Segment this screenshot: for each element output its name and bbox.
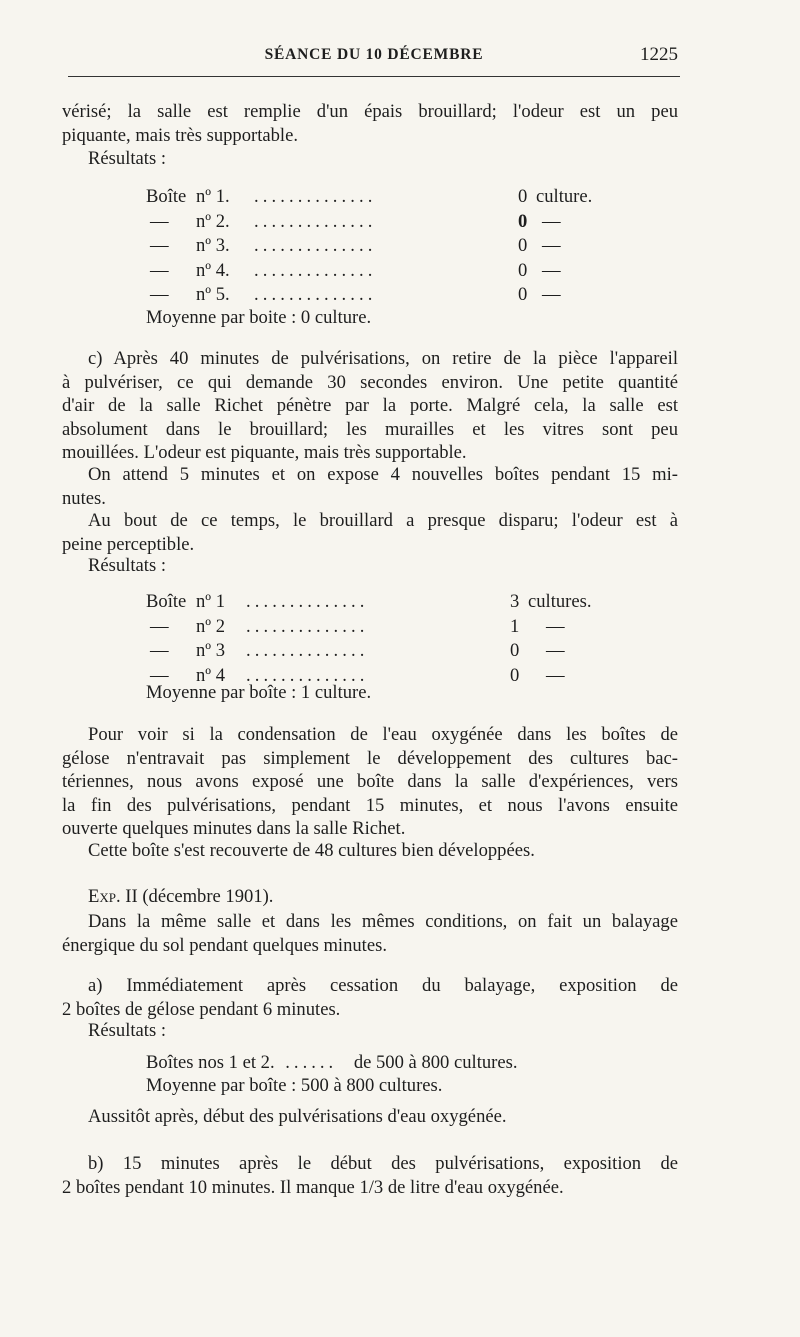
row-key: — (150, 640, 169, 661)
paragraph-b (62, 1152, 678, 1199)
row-value: 0 (518, 284, 528, 305)
leader-dots: ...... (285, 1052, 338, 1073)
leader-dots: .............. (254, 235, 377, 256)
row-unit: — (546, 664, 565, 686)
paragraph-a (62, 974, 678, 1021)
paragraph-line: nutes. (62, 487, 106, 509)
paragraph-line: Dans la même salle et dans les mêmes conditions, on fait un balayage (88, 911, 678, 932)
leader-dots: .............. (254, 210, 377, 232)
leader-dots: .............. (254, 186, 377, 207)
paragraph-h: Aussitôt après, début des pulvérisations d'eau oxygénée. (88, 1106, 507, 1127)
row-value: 0 (518, 210, 528, 232)
row-key: — (150, 210, 169, 232)
paragraph-e (62, 509, 678, 556)
results-label: Résultats : (88, 1020, 166, 1041)
paragraph-g: Cette boîte s'est recouverte de 48 cultures bien développées. (88, 840, 535, 861)
paragraph-line: d'air de la salle Richet pénètre par la porte. Malgré cela, la salle est (62, 395, 678, 416)
row-value: 0 (510, 664, 520, 686)
row-key: — (150, 259, 169, 281)
row-key: — (150, 235, 169, 256)
row-key: — (150, 664, 169, 686)
paragraph-line: ouverte quelques minutes dans la salle Richet. (62, 818, 406, 839)
row-unit: culture. (536, 186, 593, 207)
paragraph-line: 2 boîtes pendant 10 minutes. Il manque 1/3 de litre d'eau oxygénée. (62, 1176, 564, 1198)
paragraph-line: piquante, mais très supportable. (62, 124, 298, 146)
page-header (68, 44, 680, 74)
row-unit: cultures. (528, 591, 592, 612)
row-value: 0 (510, 640, 520, 661)
row-unit: — (542, 284, 561, 305)
row-number: nº 4. (196, 259, 230, 281)
row-number: nº 4 (196, 664, 226, 686)
running-title: SÉANCE DU 10 DÉCEMBRE (264, 46, 484, 63)
row-unit: — (546, 615, 565, 637)
row-key: Boîte (146, 186, 187, 207)
leader-dots: .............. (254, 259, 377, 281)
table-2-average: Moyenne par boîte : 1 culture. (146, 682, 372, 703)
paragraph-line: Pour voir si la condensation de l'eau oxygénée dans les boîtes de (88, 724, 678, 745)
row-key: — (150, 284, 169, 305)
paragraph-d (62, 463, 678, 510)
paragraph-f (62, 723, 678, 841)
row-value: 1 (510, 615, 520, 637)
experiment-heading (88, 886, 273, 908)
paragraph-line: b) 15 minutes après le début des pulvérisations, exposition de (88, 1153, 678, 1174)
row-number: nº 2. (196, 210, 230, 232)
page-number: 1225 (640, 44, 678, 65)
paragraph-line: énergique du sol pendant quelques minutes. (62, 934, 387, 956)
paragraph-line: tériennes, nous avons exposé une boîte dans la salle d'expériences, vers (62, 771, 678, 792)
leader-dots: .............. (246, 640, 369, 661)
paragraph-line: On attend 5 minutes et on expose 4 nouvelles boîtes pendant 15 mi- (88, 464, 678, 485)
row-value: 0 (518, 186, 528, 207)
results-label: Résultats : (88, 148, 166, 169)
paragraph-line: absolument dans le brouillard; les murailles et les vitres sont peu (62, 418, 678, 440)
leader-dots: .............. (254, 284, 377, 305)
paragraph-line: peine perceptible. (62, 533, 195, 555)
row-value: 0 (518, 235, 528, 256)
row-value: 0 (518, 259, 528, 281)
row-key: Boîte (146, 591, 187, 612)
results-label: Résultats : (88, 555, 166, 576)
paragraph-line: la fin des pulvérisations, pendant 15 minutes, et nous l'avons ensuite (62, 794, 678, 816)
row-number: nº 5. (196, 284, 230, 305)
row-number: nº 1. (196, 186, 230, 207)
paragraph-line: c) Après 40 minutes de pulvérisations, on retire de la pièce l'appareil (88, 348, 678, 369)
row-number: nº 1 (196, 591, 226, 612)
row-unit: — (546, 640, 565, 661)
row-key: — (150, 615, 169, 637)
header-rule (68, 76, 680, 77)
paragraph-c (62, 347, 678, 465)
row-number: nº 3. (196, 235, 230, 256)
table-3-average: Moyenne par boîte : 500 à 800 cultures. (146, 1075, 443, 1096)
experiment-label: Exp. II (88, 886, 138, 907)
row-unit: — (542, 259, 561, 281)
row-unit: — (542, 210, 561, 232)
row-unit: — (542, 235, 561, 256)
row-number: nº 3 (196, 640, 226, 661)
paragraph-line: a) Immédiatement après cessation du balayage, exposition de (88, 975, 678, 996)
paragraph-line: mouillées. L'odeur est piquante, mais très supportable. (62, 442, 467, 463)
leader-dots: .............. (246, 615, 369, 637)
results-table-3-row (146, 1052, 518, 1074)
paragraph-1 (62, 100, 678, 147)
row-key: Boîtes nos 1 et 2. (146, 1052, 275, 1073)
row-number: nº 2 (196, 615, 226, 637)
paragraph-line: gélose n'entravait pas simplement le développement des cultures bac- (62, 747, 678, 769)
paragraph-line: à pulvériser, ce qui demande 30 secondes environ. Une petite quantité (62, 371, 678, 393)
paragraph-line: vérisé; la salle est remplie d'un épais brouillard; l'odeur est un peu (62, 101, 678, 122)
table-1-average: Moyenne par boite : 0 culture. (146, 307, 372, 328)
experiment-date: (décembre 1901). (142, 886, 274, 907)
row-value: de 500 à 800 cultures. (353, 1052, 518, 1073)
row-value: 3 (510, 591, 520, 612)
paragraph-line: 2 boîtes de gélose pendant 6 minutes. (62, 998, 341, 1020)
leader-dots: .............. (246, 591, 369, 612)
paragraph-line: Au bout de ce temps, le brouillard a presque disparu; l'odeur est à (88, 510, 678, 531)
leader-dots: .............. (246, 664, 369, 686)
paragraph-exp (62, 910, 678, 957)
